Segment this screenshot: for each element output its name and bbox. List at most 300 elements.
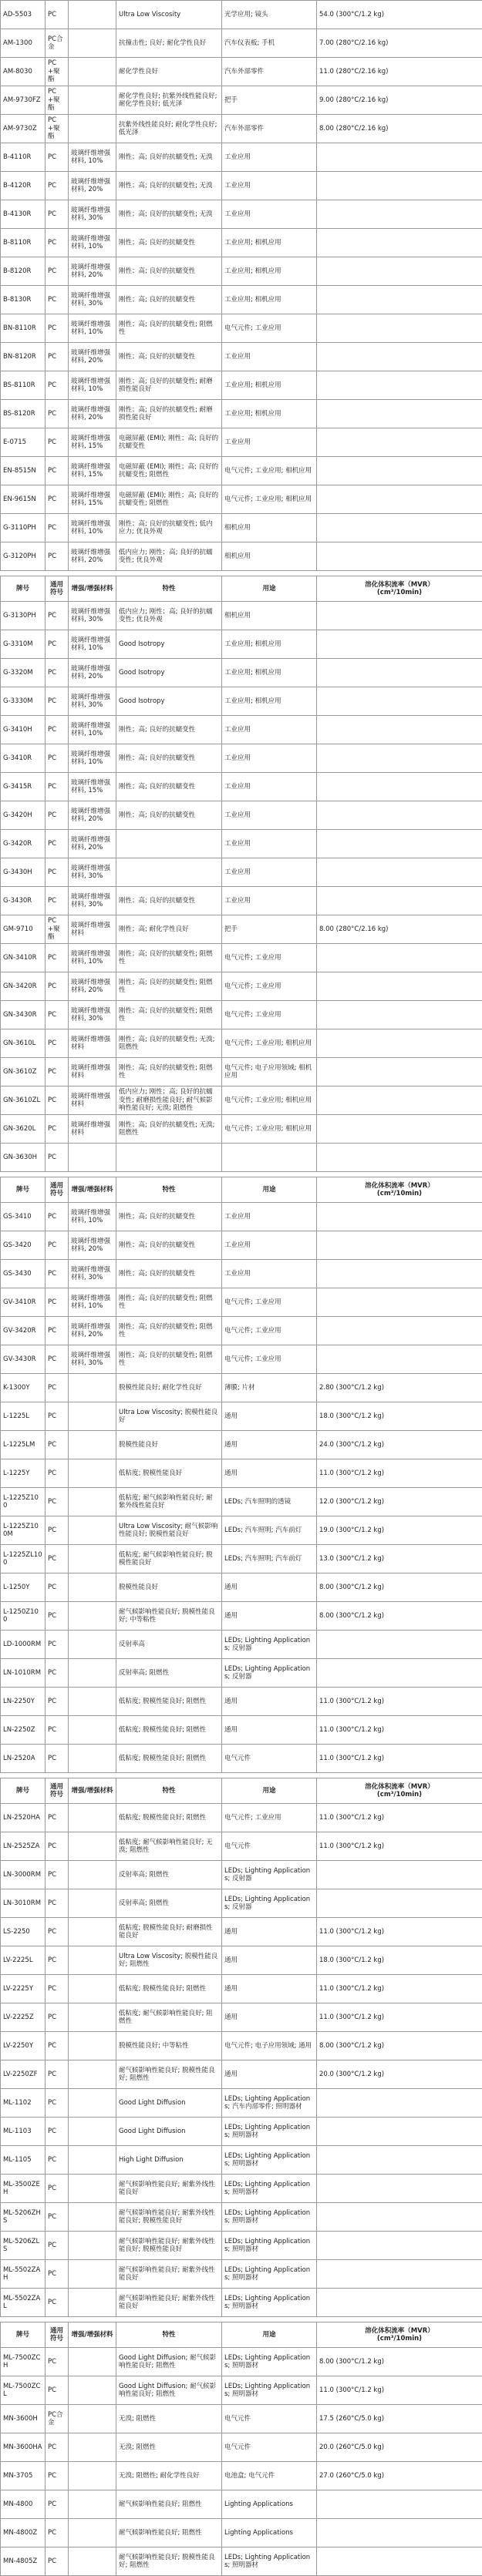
- apps-cell: 通用: [222, 1918, 317, 1946]
- props-cell: 刚性；高; 良好的抗蠕变性; 低内应力; 优良外观: [116, 514, 222, 542]
- table-row: [1, 1459, 482, 1488]
- mvr-cell: [317, 1231, 482, 1260]
- apps-cell: 工业应用: [222, 1203, 317, 1231]
- grade-cell: BS-8120R: [1, 400, 46, 428]
- filler-cell: 玻璃纤维增强材料, 10%: [69, 1288, 116, 1317]
- props-cell: 耐气候影响性能良好; 耐紫外线性能良好: [116, 2175, 222, 2203]
- table-row: [1, 687, 482, 716]
- apps-cell: LEDs; Lighting Applications; 反射器: [222, 1889, 317, 1918]
- mvr-cell: [317, 830, 482, 858]
- header-mvr-unit: (cm³/10min): [319, 1190, 480, 1198]
- grade-cell: GN-3410R: [1, 944, 46, 972]
- props-cell: 刚性；高; 良好的抗蠕变性; 阻燃性: [116, 1345, 222, 1374]
- filler-cell: 玻璃纤维增强材料, 20%: [69, 972, 116, 1001]
- props-cell: High Light Diffusion: [116, 2146, 222, 2175]
- header-apps: 用途: [222, 2322, 317, 2348]
- mvr-cell: 8.00 (300°C/1.2 kg): [317, 2032, 482, 2060]
- header-mvr-label: 溶化体积流率（MVR）: [319, 1182, 480, 1191]
- mvr-cell: [317, 2146, 482, 2175]
- props-cell: Good Light Diffusion: [116, 2089, 222, 2118]
- base-cell: PC: [46, 2547, 69, 2576]
- table-row: [1, 2089, 482, 2118]
- base-cell: PC: [46, 1317, 69, 1345]
- header-mvr: [317, 2322, 482, 2348]
- mvr-cell: [317, 2547, 482, 2576]
- apps-cell: 电气元件; 工业应用: [222, 972, 317, 1001]
- mvr-cell: 8.00 (300°C/1.2 kg): [317, 1573, 482, 1602]
- mvr-cell: [317, 1288, 482, 1317]
- filler-cell: [69, 2003, 116, 2032]
- table-row: [1, 887, 482, 915]
- filler-cell: 玻璃纤维增强材料, 15%: [69, 773, 116, 801]
- grade-cell: L-1250Z100: [1, 1602, 46, 1631]
- apps-cell: LEDs; Lighting Applications; 反射器: [222, 1861, 317, 1889]
- grade-cell: ML-1105: [1, 2146, 46, 2175]
- apps-cell: 工业应用: [222, 801, 317, 830]
- grade-cell: GN-3610Z: [1, 1058, 46, 1086]
- grade-cell: ML-7500ZCH: [1, 2348, 46, 2376]
- props-cell: 刚性；高; 良好的抗蠕变性: [116, 343, 222, 371]
- grade-cell: LN-2520A: [1, 1745, 46, 1773]
- base-cell: PC: [46, 1659, 69, 1688]
- table-row: [1, 143, 482, 172]
- apps-cell: 电气元件; 工业应用: [222, 314, 317, 343]
- filler-cell: 玻璃纤维增强材料: [69, 915, 116, 944]
- mvr-cell: [317, 2175, 482, 2203]
- grade-cell: BN-8110R: [1, 314, 46, 343]
- apps-cell: 电气元件; 工业应用; 相机应用: [222, 485, 317, 514]
- apps-cell: 工业应用: [222, 830, 317, 858]
- mvr-cell: [317, 2203, 482, 2232]
- header-base: 通用符号: [46, 1778, 69, 1804]
- table-row: [1, 257, 482, 286]
- mvr-cell: 13.0 (300°C/1.2 kg): [317, 1545, 482, 1573]
- apps-cell: 电气元件; 电子应用领域; 相机应用: [222, 1058, 317, 1086]
- mvr-cell: [317, 1659, 482, 1688]
- apps-cell: LEDs; Lighting Applications; 照明器材: [222, 2348, 317, 2376]
- apps-cell: 电气元件; 工业应用; 相机应用: [222, 457, 317, 485]
- mvr-cell: 11.0 (300°C/1.2 kg): [317, 1832, 482, 1861]
- apps-cell: 电气元件; 工业应用: [222, 1317, 317, 1345]
- table-row: [1, 773, 482, 801]
- header-filler: 增强/增强材料: [69, 1778, 116, 1804]
- props-cell: Ultra Low Viscosity; 脱模性能良好; 阻燃性: [116, 1946, 222, 1975]
- apps-cell: 薄膜; 片材: [222, 1374, 317, 1402]
- props-cell: 刚性；高; 良好的抗蠕变性: [116, 1203, 222, 1231]
- props-cell: 刚性；高; 良好的抗蠕变性: [116, 1231, 222, 1260]
- mvr-cell: 12.0 (300°C/1.2 kg): [317, 1488, 482, 1516]
- grade-cell: EN-8515N: [1, 457, 46, 485]
- table-row: [1, 200, 482, 229]
- grade-cell: B-8120R: [1, 257, 46, 286]
- props-cell: 刚性；高; 良好的抗蠕变性; 阻燃性: [116, 972, 222, 1001]
- mvr-cell: 11.0 (300°C/1.2 kg): [317, 2003, 482, 2032]
- filler-cell: 玻璃纤维增强材料, 15%: [69, 485, 116, 514]
- apps-cell: 工业应用: [222, 200, 317, 229]
- table-row: [1, 1288, 482, 1317]
- filler-cell: 玻璃纤维增强材料, 10%: [69, 716, 116, 744]
- grade-cell: LV-2225L: [1, 1946, 46, 1975]
- table-row: [1, 2490, 482, 2519]
- header-mvr: [317, 1177, 482, 1203]
- header-filler: 增强/增强材料: [69, 2322, 116, 2348]
- table-row: [1, 2175, 482, 2203]
- apps-cell: 工业应用: [222, 858, 317, 887]
- apps-cell: 工业应用; 相机应用: [222, 687, 317, 716]
- filler-cell: 玻璃纤维增强材料, 30%: [69, 200, 116, 229]
- props-cell: 刚性；高; 良好的抗蠕变性: [116, 744, 222, 773]
- base-cell: PC: [46, 1374, 69, 1402]
- mvr-cell: [317, 2289, 482, 2317]
- apps-cell: 电气元件; 工业应用; 相机应用: [222, 1029, 317, 1058]
- filler-cell: 玻璃纤维增强材料, 20%: [69, 830, 116, 858]
- apps-cell: 电气元件: [222, 1832, 317, 1861]
- filler-cell: 玻璃纤维增强材料, 30%: [69, 687, 116, 716]
- filler-cell: 玻璃纤维增强材料, 20%: [69, 172, 116, 200]
- props-cell: 脱模性能良好; 中等粘性: [116, 2032, 222, 2060]
- grade-cell: G-3415R: [1, 773, 46, 801]
- mvr-cell: [317, 2118, 482, 2146]
- grade-cell: GS-3420: [1, 1231, 46, 1260]
- base-cell: PC: [46, 286, 69, 314]
- mvr-cell: [317, 744, 482, 773]
- grade-cell: GN-3630H: [1, 1144, 46, 1172]
- mvr-cell: [317, 630, 482, 659]
- base-cell: PC: [46, 1602, 69, 1631]
- header-apps: 用途: [222, 576, 317, 602]
- grade-cell: ML-7500ZCL: [1, 2376, 46, 2405]
- filler-cell: 玻璃纤维增强材料, 20%: [69, 801, 116, 830]
- table-row: [1, 29, 482, 58]
- base-cell: PC: [46, 716, 69, 744]
- filler-cell: [69, 115, 116, 143]
- apps-cell: 把手: [222, 86, 317, 115]
- props-cell: Ultra Low Viscosity; 耐气候影响性能良好; 脱模性能良好: [116, 1516, 222, 1545]
- filler-cell: [69, 1488, 116, 1516]
- table-row: [1, 2203, 482, 2232]
- table-row: [1, 1203, 482, 1231]
- table-row: [1, 602, 482, 630]
- header-filler: 增强/增强材料: [69, 576, 116, 602]
- base-cell: PC: [46, 2175, 69, 2203]
- apps-cell: LEDs; Lighting Applications; 照明器材: [222, 2118, 317, 2146]
- mvr-cell: [317, 2089, 482, 2118]
- mvr-cell: [317, 2260, 482, 2289]
- grade-cell: L-1225LM: [1, 1431, 46, 1459]
- base-cell: PC: [46, 172, 69, 200]
- filler-cell: [69, 2175, 116, 2203]
- grade-cell: LN-2250Z: [1, 1716, 46, 1745]
- props-cell: 耐气候影响性能良好; 耐紫外线性能良好: [116, 2260, 222, 2289]
- props-cell: 低粘度; 脱模性能良好; 阻燃性: [116, 1804, 222, 1832]
- apps-cell: 工业应用; 相机应用: [222, 630, 317, 659]
- grade-cell: LV-2250ZF: [1, 2060, 46, 2089]
- apps-cell: 电气元件: [222, 2405, 317, 2433]
- grade-cell: G-3110PH: [1, 514, 46, 542]
- props-cell: 低粘度; 脱模性能良好; 阻燃性: [116, 1975, 222, 2003]
- filler-cell: [69, 1602, 116, 1631]
- mvr-cell: [317, 400, 482, 428]
- table-row: [1, 1058, 482, 1086]
- table-row: [1, 1115, 482, 1144]
- props-cell: 刚性；高; 良好的抗蠕变性; 阻燃性: [116, 1058, 222, 1086]
- props-cell: Good Light Diffusion; 耐气候影响性能良好; 阻燃性: [116, 2376, 222, 2405]
- table-row: [1, 2003, 482, 2032]
- filler-cell: [69, 1545, 116, 1573]
- apps-cell: LEDs; Lighting Applications; 照明器材: [222, 2203, 317, 2232]
- grade-cell: GS-3430: [1, 1260, 46, 1288]
- filler-cell: 玻璃纤维增强材料: [69, 1086, 116, 1115]
- filler-cell: 玻璃纤维增强材料, 10%: [69, 229, 116, 257]
- header-mvr-unit: (cm³/10min): [319, 1791, 480, 1799]
- grade-cell: G-3410H: [1, 716, 46, 744]
- props-cell: 耐气候影响性能良好; 阻燃性: [116, 2490, 222, 2519]
- filler-cell: [69, 1431, 116, 1459]
- base-cell: PC: [46, 2032, 69, 2060]
- mvr-cell: [317, 371, 482, 400]
- props-cell: 低内应力; 刚性；高; 良好的抗蠕变性; 优良外观: [116, 542, 222, 571]
- base-cell: PC: [46, 1345, 69, 1374]
- apps-cell: 工业应用: [222, 744, 317, 773]
- table-row: [1, 659, 482, 687]
- base-cell: PC: [46, 1861, 69, 1889]
- mvr-cell: [317, 457, 482, 485]
- table-row: [1, 1602, 482, 1631]
- base-cell: PC: [46, 485, 69, 514]
- base-cell: PC: [46, 457, 69, 485]
- header-apps: 用途: [222, 1778, 317, 1804]
- header-apps: 用途: [222, 1177, 317, 1203]
- apps-cell: LEDs; Lighting Applications; 照明器材: [222, 2289, 317, 2317]
- apps-cell: 电气元件; 电子应用领域; 通用: [222, 2032, 317, 2060]
- table-row: [1, 1688, 482, 1716]
- props-cell: 刚性；高; 良好的抗蠕变性; 耐磨损性能良好: [116, 400, 222, 428]
- mvr-cell: 19.0 (300°C/1.2 kg): [317, 1516, 482, 1545]
- header-base: 通用符号: [46, 2322, 69, 2348]
- mvr-cell: 11.0 (300°C/1.2 kg): [317, 1459, 482, 1488]
- apps-cell: 工业应用: [222, 773, 317, 801]
- mvr-cell: [317, 143, 482, 172]
- table-row: [1, 314, 482, 343]
- filler-cell: [69, 29, 116, 58]
- base-cell: PC: [46, 1029, 69, 1058]
- base-cell: PC: [46, 1058, 69, 1086]
- table-header-row: [1, 1778, 482, 1804]
- table-row: [1, 1488, 482, 1516]
- apps-cell: 电气元件: [222, 2433, 317, 2462]
- apps-cell: 把手: [222, 915, 317, 944]
- apps-cell: 电气元件; 工业应用: [222, 944, 317, 972]
- filler-cell: [69, 1716, 116, 1745]
- base-cell: PC: [46, 1975, 69, 2003]
- apps-cell: LEDs; Lighting Applications; 照明器材: [222, 2547, 317, 2576]
- props-cell: 耐化学性良好: [116, 58, 222, 86]
- props-cell: 刚性；高; 良好的抗蠕变性; 阻燃性: [116, 314, 222, 343]
- filler-cell: 玻璃纤维增强材料, 20%: [69, 1317, 116, 1345]
- table-row: [1, 801, 482, 830]
- mvr-cell: [317, 343, 482, 371]
- filler-cell: 玻璃纤维增强材料, 10%: [69, 944, 116, 972]
- apps-cell: 工业应用: [222, 143, 317, 172]
- apps-cell: 通用: [222, 2003, 317, 2032]
- apps-cell: 相机应用: [222, 602, 317, 630]
- mvr-cell: 20.0 (300°C/1.2 kg): [317, 2060, 482, 2089]
- apps-cell: 光学应用; 镜头: [222, 1, 317, 29]
- base-cell: PC+聚酯: [46, 915, 69, 944]
- mvr-cell: 20.0 (260°C/5.0 kg): [317, 2433, 482, 2462]
- props-cell: Ultra Low Viscosity: [116, 1, 222, 29]
- filler-cell: [69, 1374, 116, 1402]
- apps-cell: 工业应用; 相机应用: [222, 257, 317, 286]
- props-cell: 脱模性能良好; 耐化学性良好: [116, 1374, 222, 1402]
- filler-cell: [69, 1946, 116, 1975]
- table-row: [1, 542, 482, 571]
- props-cell: 抗紫外线性能良好; 耐化学性良好; 低光泽: [116, 115, 222, 143]
- props-cell: 无溴; 阻燃性: [116, 2433, 222, 2462]
- apps-cell: LEDs; 汽车照明的透镜: [222, 1488, 317, 1516]
- material-table: [0, 0, 482, 571]
- filler-cell: [69, 2348, 116, 2376]
- table-row: [1, 1260, 482, 1288]
- grade-cell: L-1225Z100M: [1, 1516, 46, 1545]
- apps-cell: LEDs; Lighting Applications; 照明器材: [222, 2146, 317, 2175]
- props-cell: 耐气候影响性能良好; 耐紫外线性能良好; 脱模性能良好: [116, 2203, 222, 2232]
- table-row: [1, 2032, 482, 2060]
- table-row: [1, 2146, 482, 2175]
- table-row: [1, 1231, 482, 1260]
- base-cell: PC: [46, 143, 69, 172]
- filler-cell: [69, 1918, 116, 1946]
- mvr-cell: 7.00 (280°C/2.16 kg): [317, 29, 482, 58]
- filler-cell: 玻璃纤维增强材料, 20%: [69, 542, 116, 571]
- base-cell: PC: [46, 1231, 69, 1260]
- base-cell: PC: [46, 1001, 69, 1029]
- base-cell: PC: [46, 1488, 69, 1516]
- base-cell: PC: [46, 2519, 69, 2547]
- table-row: [1, 2260, 482, 2289]
- grade-cell: L-1225ZL100: [1, 1545, 46, 1573]
- base-cell: PC: [46, 1745, 69, 1773]
- mvr-cell: [317, 2232, 482, 2260]
- mvr-cell: [317, 801, 482, 830]
- apps-cell: LEDs; Lighting Applications; 照明器材: [222, 2232, 317, 2260]
- base-cell: PC: [46, 1946, 69, 1975]
- props-cell: 刚性；高; 良好的抗蠕变性: [116, 1260, 222, 1288]
- filler-cell: [69, 2405, 116, 2433]
- base-cell: PC: [46, 1631, 69, 1659]
- mvr-cell: 24.0 (300°C/1.2 kg): [317, 1431, 482, 1459]
- header-props: 特性: [116, 2322, 222, 2348]
- header-mvr-label: 溶化体积流率（MVR）: [319, 2327, 480, 2336]
- props-cell: 耐化学性良好; 抗紫外线性能良好; 耐化学性良好; 低光泽: [116, 86, 222, 115]
- props-cell: 刚性；高; 良好的抗蠕变性; 无溴: [116, 172, 222, 200]
- grade-cell: B-8110R: [1, 229, 46, 257]
- apps-cell: 汽车仪表板; 手机: [222, 29, 317, 58]
- props-cell: 刚性；高; 良好的抗蠕变性; 阻燃性: [116, 1317, 222, 1345]
- props-cell: 低粘度; 耐气候影响性能良好; 耐紫外线性能良好: [116, 1488, 222, 1516]
- props-cell: 刚性；高; 良好的抗蠕变性; 阻燃性: [116, 944, 222, 972]
- base-cell: PC: [46, 687, 69, 716]
- base-cell: PC: [46, 887, 69, 915]
- table-row: [1, 2405, 482, 2433]
- grade-cell: G-3320M: [1, 659, 46, 687]
- mvr-cell: [317, 172, 482, 200]
- props-cell: Good Light Diffusion: [116, 2118, 222, 2146]
- grade-cell: B-4120R: [1, 172, 46, 200]
- base-cell: PC: [46, 2490, 69, 2519]
- apps-cell: 工业应用: [222, 428, 317, 457]
- base-cell: PC: [46, 257, 69, 286]
- grade-cell: GV-3430R: [1, 1345, 46, 1374]
- table-row: [1, 2289, 482, 2317]
- base-cell: PC: [46, 1459, 69, 1488]
- grade-cell: L-1225L: [1, 1402, 46, 1431]
- grade-cell: BN-8120R: [1, 343, 46, 371]
- apps-cell: 通用: [222, 2060, 317, 2089]
- table-row: [1, 2547, 482, 2576]
- base-cell: PC: [46, 1402, 69, 1431]
- apps-cell: 工业应用; 相机应用: [222, 400, 317, 428]
- props-cell: 低粘度; 脱模性能良好: [116, 1459, 222, 1488]
- table-row: [1, 428, 482, 457]
- mvr-cell: [317, 602, 482, 630]
- filler-cell: [69, 2490, 116, 2519]
- props-cell: 低粘度; 脱模性能良好; 耐磨损性能良好: [116, 1918, 222, 1946]
- grade-cell: ML-5502ZAH: [1, 2260, 46, 2289]
- table-row: [1, 744, 482, 773]
- table-row: [1, 944, 482, 972]
- table-row: [1, 2060, 482, 2089]
- base-cell: PC+聚酯: [46, 58, 69, 86]
- base-cell: PC+聚酯: [46, 115, 69, 143]
- grade-cell: L-1225Z100: [1, 1488, 46, 1516]
- props-cell: 刚性；高; 耐化学性良好: [116, 915, 222, 944]
- table-row: [1, 1631, 482, 1659]
- base-cell: PC: [46, 858, 69, 887]
- mvr-cell: [317, 1861, 482, 1889]
- mvr-cell: 11.0 (300°C/1.2 kg): [317, 1716, 482, 1745]
- grade-cell: BS-8110R: [1, 371, 46, 400]
- mvr-cell: [317, 314, 482, 343]
- props-cell: 刚性；高; 良好的抗蠕变性; 无溴: [116, 200, 222, 229]
- base-cell: PC: [46, 830, 69, 858]
- grade-cell: B-4130R: [1, 200, 46, 229]
- props-cell: 刚性；高; 良好的抗蠕变性; 无溴; 阻燃性: [116, 1029, 222, 1058]
- mvr-cell: [317, 1345, 482, 1374]
- grade-cell: MN-3705: [1, 2462, 46, 2490]
- filler-cell: [69, 1573, 116, 1602]
- table-row: [1, 400, 482, 428]
- table-row: [1, 2348, 482, 2376]
- table-row: [1, 1975, 482, 2003]
- grade-cell: GN-3610L: [1, 1029, 46, 1058]
- base-cell: PC: [46, 2146, 69, 2175]
- apps-cell: 电气元件; 工业应用: [222, 1345, 317, 1374]
- grade-cell: G-3430R: [1, 887, 46, 915]
- apps-cell: LEDs; 汽车照明; 汽车前灯: [222, 1545, 317, 1573]
- table-row: [1, 172, 482, 200]
- props-cell: Good Isotropy: [116, 687, 222, 716]
- props-cell: 电磁屏蔽 (EMI); 刚性；高; 良好的抗蠕变性; 阻燃性: [116, 457, 222, 485]
- base-cell: PC: [46, 2376, 69, 2405]
- base-cell: PC: [46, 944, 69, 972]
- table-row: [1, 1345, 482, 1374]
- props-cell: 无溴; 阻燃性: [116, 2405, 222, 2433]
- material-table: [0, 576, 482, 1172]
- table-row: [1, 716, 482, 744]
- table-row: [1, 1745, 482, 1773]
- apps-cell: 通用: [222, 1573, 317, 1602]
